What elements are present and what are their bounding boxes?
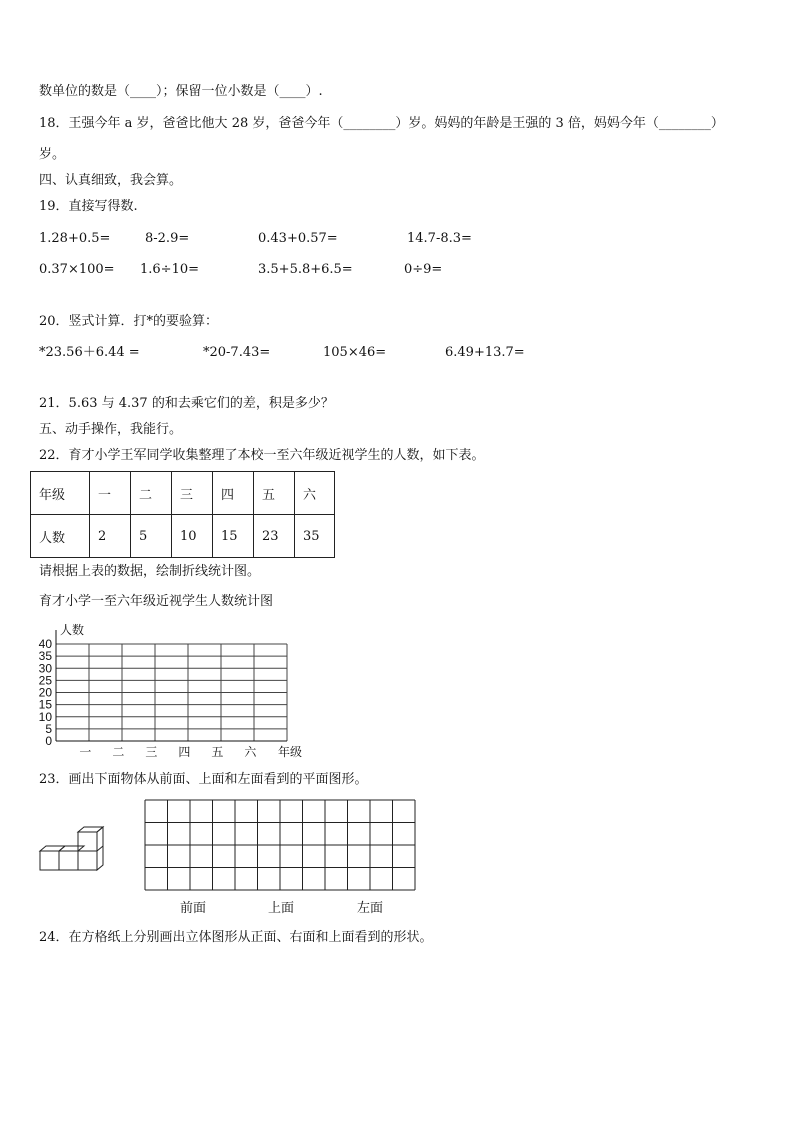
y-tick-label: 0 bbox=[45, 734, 52, 748]
y-tick-label: 25 bbox=[38, 673, 52, 688]
table-cell: 一 bbox=[90, 472, 131, 515]
table-cell: 2 bbox=[90, 515, 131, 558]
table-cell: 15 bbox=[213, 515, 254, 558]
x-axis-label: 年级 bbox=[277, 745, 303, 759]
y-tick-label: 40 bbox=[38, 637, 52, 651]
q24-title: 24．在方格纸上分别画出立体图形从正面、右面和上面看到的形状。 bbox=[39, 930, 433, 945]
section-4-heading: 四、认真细致，我会算。 bbox=[39, 173, 183, 188]
y-axis-label: 人数 bbox=[60, 623, 85, 637]
x-tick-label: 四 bbox=[178, 745, 191, 759]
section-5-heading: 五、动手操作，我能行。 bbox=[39, 422, 183, 437]
q21: 21．5.63 与 4.37 的和去乘它们的差，积是多少？ bbox=[39, 396, 334, 411]
y-tick-label: 30 bbox=[38, 661, 52, 676]
q20-item: *20-7.43= bbox=[203, 345, 271, 360]
x-tick-label: 五 bbox=[211, 745, 224, 759]
view-label-front: 前面 bbox=[180, 901, 207, 916]
q22-instruction: 请根据上表的数据，绘制折线统计图。 bbox=[39, 564, 261, 579]
y-tick-label: 20 bbox=[38, 685, 52, 700]
view-label-left: 左面 bbox=[357, 901, 384, 916]
table-cell: 人数 bbox=[31, 515, 90, 558]
q19-item: 3.5+5.8+6.5= bbox=[258, 262, 353, 277]
x-tick-label: 三 bbox=[145, 745, 158, 759]
table-cell: 年级 bbox=[31, 472, 90, 515]
table-cell: 三 bbox=[172, 472, 213, 515]
q20-item: 105×46= bbox=[323, 345, 387, 360]
q19-item: 14.7-8.3= bbox=[407, 231, 472, 246]
y-tick-label: 15 bbox=[38, 697, 52, 712]
q23-title: 23．画出下面物体从前面、上面和左面看到的平面图形。 bbox=[39, 772, 368, 787]
cube-figure bbox=[38, 826, 108, 876]
q22-title: 22．育才小学王军同学收集整理了本校一至六年级近视学生的人数，如下表。 bbox=[39, 448, 485, 463]
q18-line2: 岁。 bbox=[39, 147, 66, 162]
q19-item: 0.37×100= bbox=[39, 262, 115, 277]
q19-item: 0÷9= bbox=[404, 262, 443, 277]
q17-tail: 数单位的数是（____）；保留一位小数是（____）. bbox=[39, 84, 323, 99]
q19-item: 8-2.9= bbox=[145, 231, 190, 246]
view-grid bbox=[144, 799, 418, 893]
q19-item: 1.6÷10= bbox=[140, 262, 200, 277]
q20-title: 20．竖式计算．打*的要验算： bbox=[39, 314, 219, 329]
table-cell: 10 bbox=[172, 515, 213, 558]
y-tick-label: 10 bbox=[38, 709, 52, 724]
x-tick-label: 二 bbox=[112, 745, 125, 759]
view-label-top: 上面 bbox=[268, 901, 295, 916]
q19-item: 1.28+0.5= bbox=[39, 231, 111, 246]
chart-title: 育才小学一至六年级近视学生人数统计图 bbox=[39, 594, 274, 609]
table-cell: 35 bbox=[295, 515, 335, 558]
y-tick-label: 5 bbox=[45, 721, 52, 736]
y-tick-label: 35 bbox=[38, 649, 52, 664]
x-tick-label: 一 bbox=[79, 745, 92, 759]
table-cell: 六 bbox=[295, 472, 335, 515]
x-tick-label: 六 bbox=[244, 745, 257, 759]
table-cell: 四 bbox=[213, 472, 254, 515]
q19-title: 19．直接写得数. bbox=[39, 199, 138, 214]
q20-item: *23.56＋6.44 = bbox=[39, 345, 140, 360]
q20-item: 6.49+13.7= bbox=[445, 345, 525, 360]
q18-line1: 18．王强今年 a 岁，爸爸比他大 28 岁，爸爸今年（________）岁。妈妈的年龄是王强的 3 倍，妈妈今年（________） bbox=[39, 116, 724, 131]
table-cell: 5 bbox=[131, 515, 172, 558]
table-cell: 23 bbox=[254, 515, 295, 558]
table-cell: 五 bbox=[254, 472, 295, 515]
table-cell: 二 bbox=[131, 472, 172, 515]
q19-item: 0.43+0.57= bbox=[258, 231, 338, 246]
